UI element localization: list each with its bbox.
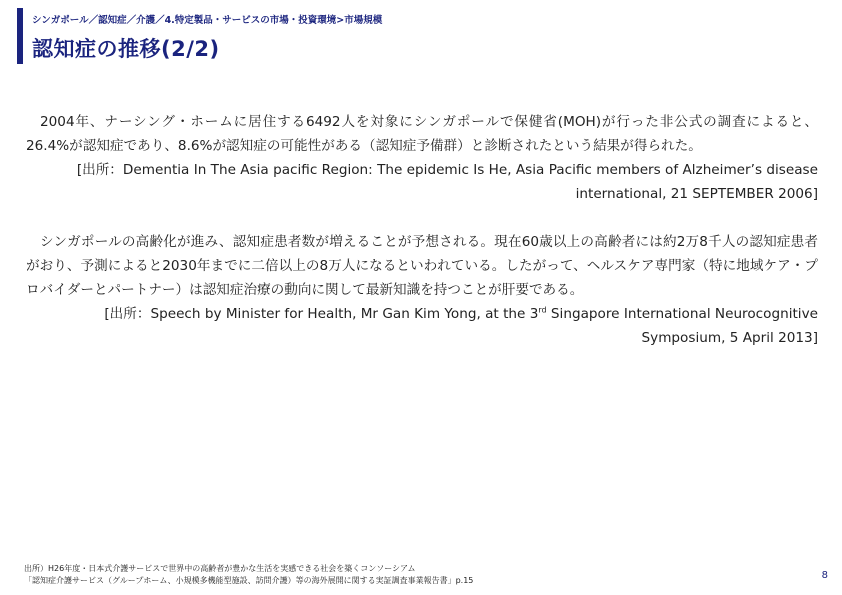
header-accent-bar xyxy=(17,8,23,64)
footer-source xyxy=(24,563,473,586)
citation-speech-text: [出所：Speech by Minister for Health, Mr Gan Kim Yong, at the 3 xyxy=(104,306,539,322)
main-content xyxy=(26,110,818,350)
citation-survey: [出所：Dementia In The Asia pacific Region: The epidemic Is He, Asia Pacific members of Alzheimer’s disease international, 21 SEPTEMBER 2006] xyxy=(76,162,818,202)
footer-source-line2: 「認知症介護サービス（グループホーム、小規模多機能型施設、訪問介護）等の海外展開に関する実証調査事業報告書」p.15 xyxy=(24,575,474,585)
page-title: 認知症の推移(2/2) xyxy=(32,37,220,61)
page-number: 8 xyxy=(821,570,828,581)
citation-speech-ordinal: rd xyxy=(538,305,547,315)
citation-speech-text-rest: Singapore International Neurocognitive Symposium, 5 April 2013] xyxy=(546,306,818,346)
citation-speech xyxy=(26,302,818,350)
footer-source-line1: 出所）H26年度・日本式介護サービスで世界中の高齢者が豊かな生活を実感できる社会を築くコンソーシアム xyxy=(24,564,416,573)
breadcrumb: シンガポール／認知症／介護／4.特定製品・サービスの市場・投資環境>市場規模 xyxy=(32,15,383,26)
paragraph-survey: 2004年、ナーシング・ホームに居住する6492人を対象にシンガポールで保健省(MOH)が行った非公式の調査によると、26.4%が認知症であり、8.6%が認知症の可能性がある（認知症予備群）と診断されたという結果が得られた。 xyxy=(26,114,818,154)
paragraph-aging: シンガポールの高齢化が進み、認知症患者数が増えることが予想される。現在60歳以上の高齢者には約2万8千人の認知症患者がおり、予測によると2030年までに二倍以上の8万人になるといわれている。したがって、ヘルスケア専門家（特に地域ケア・プロバイダーとパートナー）は認知症治療の動向に関して最新知識を持つことが肝要である。 xyxy=(26,234,818,298)
